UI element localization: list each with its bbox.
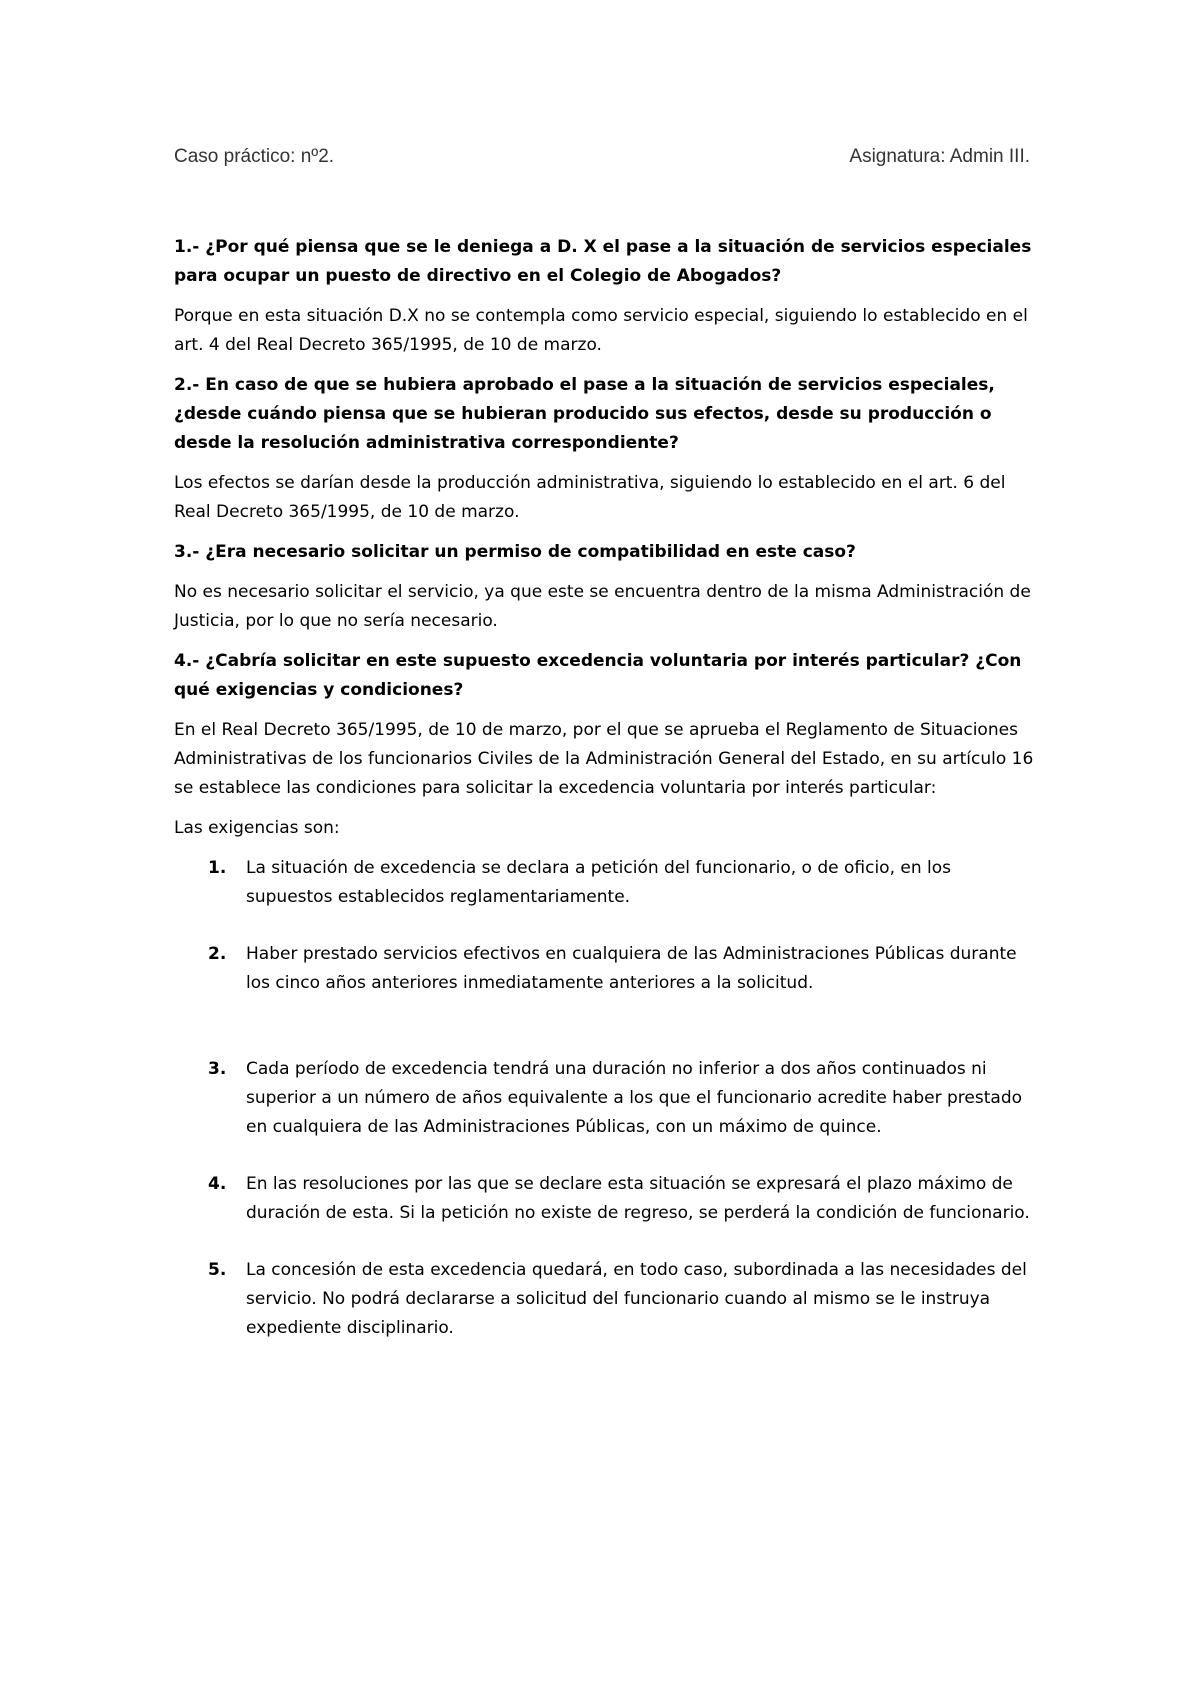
question-number: 3.- — [174, 542, 200, 562]
list-item — [174, 1170, 1034, 1228]
list-item — [174, 1256, 1034, 1343]
list-item-text: Cada período de excedencia tendrá una duración no inferior a dos años continuados ni superior a un número de años equivalente a los que el funcionario acredite haber prestado en cualquiera de las Administraciones Públicas, con un máximo de quince. — [246, 1059, 1023, 1137]
list-item-text: La concesión de esta excedencia quedará, en todo caso, subordinada a las necesidades del servicio. No podrá declararse a solicitud del funcionario cuando al mismo se le instruya expediente disciplinario. — [246, 1260, 1027, 1338]
list-item-number: 2. — [208, 944, 227, 964]
question-number: 1.- — [174, 237, 200, 257]
header-case-title: Caso práctico: nº2. — [174, 146, 335, 167]
answer-3: No es necesario solicitar el servicio, ya que este se encuentra dentro de la misma Administración de Justicia, por lo que no sería necesario. — [174, 582, 1031, 631]
list-item — [174, 854, 1034, 912]
answer-1: Porque en esta situación D.X no se contempla como servicio especial, siguiendo lo establecido en el art. 4 del Real Decreto 365/1995, de 10 de marzo. — [174, 306, 1028, 355]
question-4 — [174, 647, 1034, 705]
list-item-text: Haber prestado servicios efectivos en cualquiera de las Administraciones Públicas durante los cinco años anteriores inmediatamente anteriores a la solicitud. — [246, 944, 1017, 993]
requirements-intro: Las exigencias son: — [174, 818, 340, 838]
list-item-number: 5. — [208, 1260, 227, 1280]
question-number: 4.- — [174, 651, 200, 671]
question-text: En caso de que se hubiera aprobado el pase a la situación de servicios especiales, ¿desde cuándo piensa que se hubieran producido sus efectos, desde su producción o desde la resolución administrativa correspondiente? — [174, 375, 995, 453]
document-header — [174, 146, 1030, 176]
list-item-number: 1. — [208, 858, 227, 878]
list-item-text: La situación de excedencia se declara a petición del funcionario, o de oficio, en los supuestos establecidos reglamentariamente. — [246, 858, 952, 907]
list-item-number: 3. — [208, 1059, 227, 1079]
question-2 — [174, 371, 1034, 458]
question-3 — [174, 538, 1034, 567]
question-1 — [174, 233, 1034, 291]
question-number: 2.- — [174, 375, 200, 395]
question-text: ¿Era necesario solicitar un permiso de compatibilidad en este caso? — [199, 542, 856, 562]
list-item-number: 4. — [208, 1174, 227, 1194]
requirements-list — [174, 854, 1034, 1343]
list-item — [174, 940, 1034, 998]
question-text: ¿Por qué piensa que se le deniega a D. X el pase a la situación de servicios especiales para ocupar un puesto de directivo en el Colegio de Abogados? — [174, 237, 1032, 286]
header-subject: Asignatura: Admin III. — [849, 146, 1030, 167]
list-item-text: En las resoluciones por las que se declare esta situación se expresará el plazo máximo de duración de esta. Si la petición no existe de regreso, se perderá la condición de funcionario. — [246, 1174, 1030, 1223]
answer-4: En el Real Decreto 365/1995, de 10 de marzo, por el que se aprueba el Reglamento de Situaciones Administrativas de los funcionarios Civiles de la Administración General del Estado, en su artículo 16 se establece las condiciones para solicitar la excedencia voluntaria por interés particular: — [174, 720, 1034, 798]
question-text: ¿Cabría solicitar en este supuesto excedencia voluntaria por interés particular? ¿Con qué exigencias y condiciones? — [174, 651, 1022, 700]
document-body — [174, 233, 1034, 1371]
answer-2: Los efectos se darían desde la producción administrativa, siguiendo lo establecido en el art. 6 del Real Decreto 365/1995, de 10 de marzo. — [174, 473, 1006, 522]
list-item — [174, 1055, 1034, 1142]
